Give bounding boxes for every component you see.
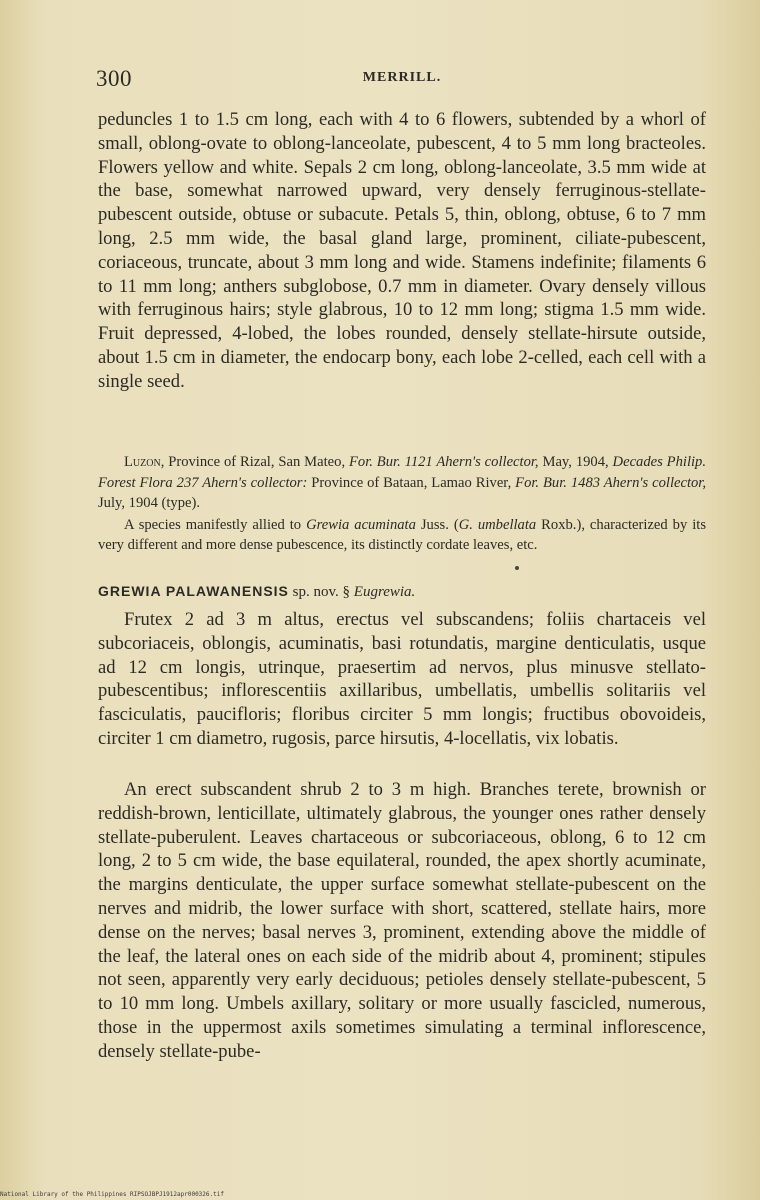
citation-text: Province of Bataan, Lamao River, [307, 474, 516, 491]
section-name: Eugrewia. [353, 584, 416, 600]
note-text: Juss. ( [415, 516, 459, 533]
english-description: An erect subscandent shrub 2 to 3 m high. Branches terete, brownish or reddish-brown, lenticillate, ultimately glabrous, the younger ones rather densely stellate-puberulent. Leaves chartaceous or subcoriaceous, oblong, 6 to 12 cm long, 2 to 5 cm wide, the base equilateral, rounded, the apex shortly acuminate, the margins denticulate, the upper surface somewhat stellate-pubescent on the nerves and midrib, the lower surface with short, scattered, stellate hairs, more dense on the nerves; basal nerves 3, prominent, extending above the middle of the leaf, the lateral ones on each side of the midrib about 4, prominent; stipules not seen, apparently very early deciduous; petioles densely stellate-pubescent, 5 to 10 mm long. Umbels axillary, solitary or more usually fascicled, numerous, those in the uppermost axils sometimes simulating a terminal inflorescence, densely stellate-pube- [98, 779, 706, 1062]
ink-speck [515, 566, 519, 570]
affinity-note [98, 515, 706, 556]
specimen-citations [98, 452, 706, 514]
species-name-heading: GREWIA PALAWANENSIS [98, 583, 289, 599]
page-header [96, 66, 708, 96]
species-heading-block [98, 583, 706, 601]
species-name: G. umbellata [458, 516, 537, 533]
page-number: 300 [96, 66, 132, 91]
note-text: A species manifestly allied to [124, 516, 307, 533]
latin-diagnosis: Frutex 2 ad 3 m altus, erectus vel subscandens; foliis chartaceis vel subcoriaceis, oblongis, acuminatis, basi rotundatis, margine denticulatis, usque ad 12 cm longis, utrinque, praesertim ad nervos, plus minusve stellato-pubescentibus; inflorescentiis axillaribus, umbellatis, umbellis solitariis vel fasciculatis, paucifloris; floribus circiter 5 mm longis; fructibus obovoideis, circiter 1 cm diametro, rugosis, parce hirsutis, 4-locellatis, vix lobatis. [98, 609, 706, 749]
collection-number: Decades Philip. Forest Flora 237 Ahern's collector: [98, 454, 707, 491]
citation-text: May, 1904, [538, 454, 613, 470]
citation-text: July, 1904 (type). [98, 495, 201, 511]
species-name: Grewia acuminata [306, 516, 416, 533]
collection-number: For. Bur. 1121 Ahern's collector, [348, 454, 539, 470]
running-title: MERRILL. [362, 70, 442, 85]
english-description-block [98, 778, 706, 1064]
latin-diagnosis-block [98, 608, 706, 751]
region-luzon: Luzon [124, 454, 161, 470]
note-text: Roxb.), characterized by its very different and more dense pubescence, its distinctly cordate leaves, etc. [98, 516, 707, 553]
archive-stamp: National Library of the Philippines RIPSOJBPJ1912apr000326.tif [0, 1191, 224, 1198]
citation-text: , Province of Rizal, San Mateo, [160, 454, 349, 470]
description-paragraph: peduncles 1 to 1.5 cm long, each with 4 to 6 flowers, subtended by a whorl of small, oblong-ovate to oblong-lanceolate, pubescent, 4 to 5 mm long bracteoles. Flowers yellow and white. Sepals 2 cm long, oblong-lanceolate, 3.5 mm wide at the base, somewhat narrowed upward, very densely ferruginous-stellate-pubescent outside, obtuse or subacute. Petals 5, thin, oblong, obtuse, 6 to 7 mm long, 2.5 mm wide, the basal gland large, prominent, ciliate-pubescent, coriaceous, truncate, about 3 mm long and wide. Stamens indefinite; filaments 6 to 11 mm long; anthers subglobose, 0.7 mm in diameter. Ovary densely villous with ferruginous hairs; style glabrous, 10 to 12 mm long; stigma 1.5 mm wide. Fruit depressed, 4-lobed, the lobes rounded, densely stellate-hirsute outside, about 1.5 cm in diameter, the endocarp bony, each lobe 2-celled, each cell with a single seed. [98, 109, 706, 392]
description-continued-block [98, 108, 706, 394]
collection-number: For. Bur. 1483 Ahern's collector, [515, 474, 707, 491]
species-heading [98, 583, 706, 601]
species-designation: sp. nov. § [288, 584, 354, 600]
specimen-citation-block [98, 452, 706, 556]
